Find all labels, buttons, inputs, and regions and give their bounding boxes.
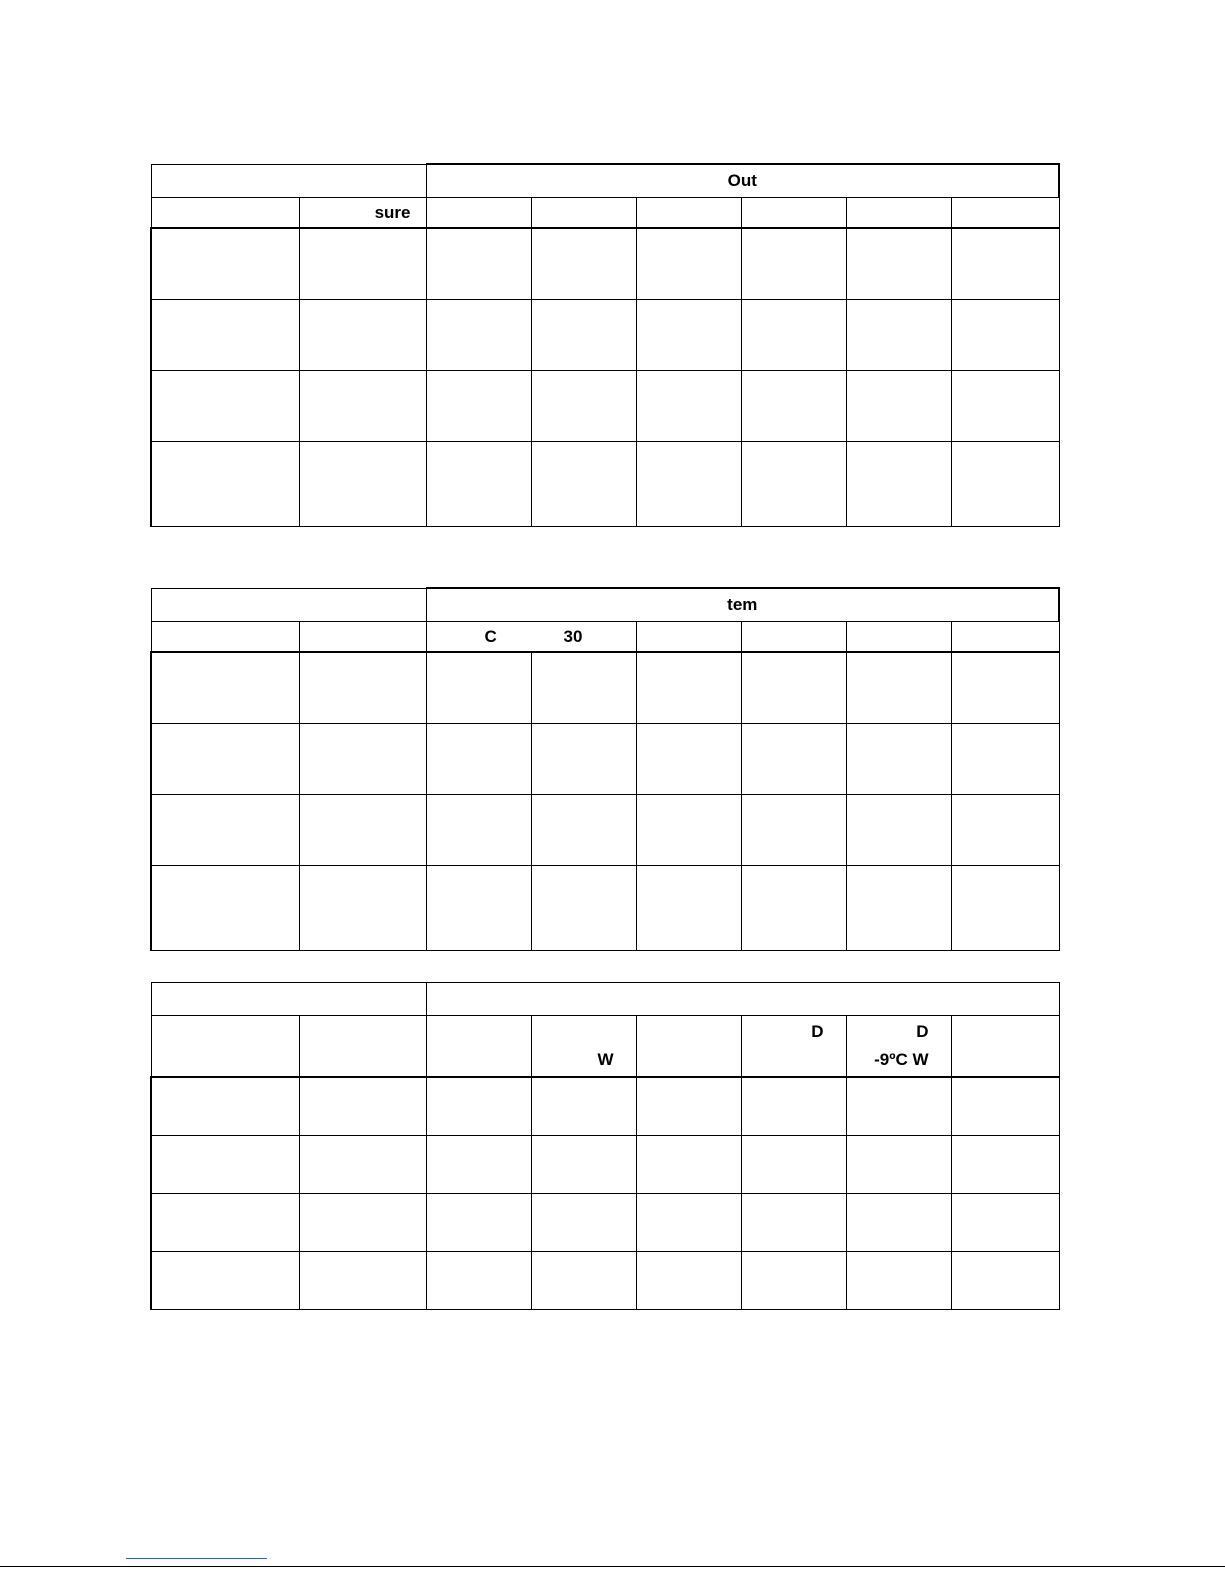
table-cell: [741, 300, 846, 371]
table-cell: [151, 652, 299, 724]
table-cell: [951, 1194, 1059, 1252]
table-cell: [636, 866, 741, 951]
table-cell: [531, 228, 636, 300]
table-cell: [846, 1136, 951, 1194]
table-cell: [636, 1136, 741, 1194]
table-row: [151, 1136, 1059, 1194]
table-cell: [741, 1252, 846, 1310]
header-left-cell: [151, 588, 426, 622]
subheader-cell: [636, 198, 741, 229]
table-cell: [299, 228, 426, 300]
table-cell: [426, 1252, 531, 1310]
subheader-cell: [426, 622, 636, 653]
header-left-cell: [151, 164, 426, 198]
table-row: [151, 795, 1059, 866]
table-cell: [636, 724, 741, 795]
table-cell: [636, 300, 741, 371]
table-cell: [741, 652, 846, 724]
table-cell: [426, 1136, 531, 1194]
table-cell: [741, 442, 846, 527]
table-cell: [151, 866, 299, 951]
table-row: [151, 724, 1059, 795]
table-header-row: [151, 983, 1059, 1016]
table-cell: [951, 300, 1059, 371]
table-cell: [846, 1194, 951, 1252]
subheader-cell: [426, 1016, 531, 1078]
subheader-cell: sure: [299, 198, 426, 229]
table-cell: [531, 795, 636, 866]
table-cell: [426, 795, 531, 866]
subheader-cell: [531, 198, 636, 229]
subheader-cell: [636, 1016, 741, 1078]
table-cell: [846, 652, 951, 724]
table-cell: [951, 1252, 1059, 1310]
table-cell: [636, 371, 741, 442]
table-cell: [151, 1252, 299, 1310]
table-cell: [151, 795, 299, 866]
table-row: [151, 866, 1059, 951]
table-cell: [151, 371, 299, 442]
table-cell: [299, 795, 426, 866]
subheader-label: W: [597, 1050, 614, 1069]
table-third: [150, 982, 1060, 1310]
table-row: [151, 1252, 1059, 1310]
table-cell: [531, 1194, 636, 1252]
table-cell: [151, 724, 299, 795]
table-cell: [741, 1136, 846, 1194]
table-cell: [426, 724, 531, 795]
table-cell: [299, 1194, 426, 1252]
table-header-row: [151, 164, 1059, 198]
table-cell: [531, 1077, 636, 1136]
table-cell: [299, 300, 426, 371]
subheader-cell: [151, 198, 299, 229]
subheader-cell: [426, 198, 531, 229]
table-cell: [151, 1077, 299, 1136]
table-cell: [426, 371, 531, 442]
table-cell: [531, 1136, 636, 1194]
subheader-label: -9ºC W: [874, 1050, 929, 1069]
subheader-cell: [741, 622, 846, 653]
table-row: [151, 652, 1059, 724]
table-cell: [741, 371, 846, 442]
table-cell: [531, 1252, 636, 1310]
subheader-cell: [846, 198, 951, 229]
table-cell: [741, 795, 846, 866]
table-cell: [846, 371, 951, 442]
table-cell: [531, 724, 636, 795]
header-title-cell: [426, 983, 1059, 1016]
table-cell: [636, 228, 741, 300]
subheader-label: D: [811, 1022, 824, 1041]
subheader-cell: [299, 1016, 426, 1078]
table-cell: [151, 228, 299, 300]
subheader-cell: [741, 198, 846, 229]
table-cell: [531, 371, 636, 442]
table-cell: [951, 652, 1059, 724]
table-cell: [299, 442, 426, 527]
table-cell: [299, 1077, 426, 1136]
table-cell: [846, 228, 951, 300]
table-cell: [741, 1077, 846, 1136]
table-cell: [951, 1136, 1059, 1194]
table-cell: [951, 1077, 1059, 1136]
table-cell: [741, 866, 846, 951]
table-subheader-row: [151, 1016, 1059, 1078]
table-cell: [636, 652, 741, 724]
table-cell: [741, 724, 846, 795]
table-cell: [846, 795, 951, 866]
table-cell: [299, 866, 426, 951]
subheader-label: 30: [563, 627, 583, 646]
table-cell: [636, 1194, 741, 1252]
subheader-cell: [151, 622, 299, 653]
table-temperature: [150, 587, 1060, 951]
table-cell: [426, 228, 531, 300]
table-cell: [741, 228, 846, 300]
table-row: [151, 228, 1059, 300]
table-cell: [846, 1077, 951, 1136]
table-header-row: [151, 588, 1059, 622]
footer-link-underline[interactable]: [126, 1558, 267, 1559]
table-cell: [636, 442, 741, 527]
table-cell: [636, 1077, 741, 1136]
table-cell: [531, 442, 636, 527]
subheader-cell: [846, 622, 951, 653]
table-cell: [299, 371, 426, 442]
table-cell: [951, 866, 1059, 951]
table-row: [151, 1077, 1059, 1136]
subheader-label: D: [916, 1022, 929, 1041]
table-cell: [951, 371, 1059, 442]
table-cell: [951, 228, 1059, 300]
table-cell: [426, 1077, 531, 1136]
table-cell: [151, 442, 299, 527]
table-cell: [951, 442, 1059, 527]
table-cell: [426, 652, 531, 724]
table-cell: [741, 1194, 846, 1252]
subheader-cell: [151, 1016, 299, 1078]
table-cell: [531, 300, 636, 371]
table-row: [151, 1194, 1059, 1252]
table-row: [151, 300, 1059, 371]
table-cell: [299, 724, 426, 795]
table-cell: [951, 724, 1059, 795]
subheader-cell: [741, 1016, 846, 1078]
table-cell: [846, 442, 951, 527]
table-cell: [531, 866, 636, 951]
table-cell: [846, 1252, 951, 1310]
table-subheader-row: [151, 622, 1059, 653]
subheader-cell: [531, 1016, 636, 1078]
table-cell: [426, 442, 531, 527]
table-cell: [846, 724, 951, 795]
header-title-cell: tem: [426, 588, 1059, 622]
subheader-cell: [846, 1016, 951, 1078]
table-cell: [846, 300, 951, 371]
table-cell: [426, 1194, 531, 1252]
table-cell: [426, 300, 531, 371]
table-cell: [299, 1252, 426, 1310]
subheader-cell: [299, 622, 426, 653]
subheader-label: C: [484, 627, 497, 646]
table-row: [151, 371, 1059, 442]
subheader-cell: [951, 1016, 1059, 1078]
table-cell: [151, 1194, 299, 1252]
table-cell: [531, 652, 636, 724]
subheader-cell: [951, 622, 1059, 653]
table-subheader-row: [151, 198, 1059, 229]
table-cell: [951, 795, 1059, 866]
table-row: [151, 442, 1059, 527]
table-cell: [151, 300, 299, 371]
table-cell: [636, 1252, 741, 1310]
table-cell: [846, 866, 951, 951]
header-left-cell: [151, 983, 426, 1016]
subheader-cell: [636, 622, 741, 653]
table-cell: [151, 1136, 299, 1194]
table-cell: [299, 652, 426, 724]
table-cell: [636, 795, 741, 866]
subheader-cell: [951, 198, 1059, 229]
table-cell: [299, 1136, 426, 1194]
footer-rule: [0, 1566, 1225, 1567]
header-title-cell: Out: [426, 164, 1059, 198]
table-outlet: [150, 163, 1060, 527]
table-cell: [426, 866, 531, 951]
